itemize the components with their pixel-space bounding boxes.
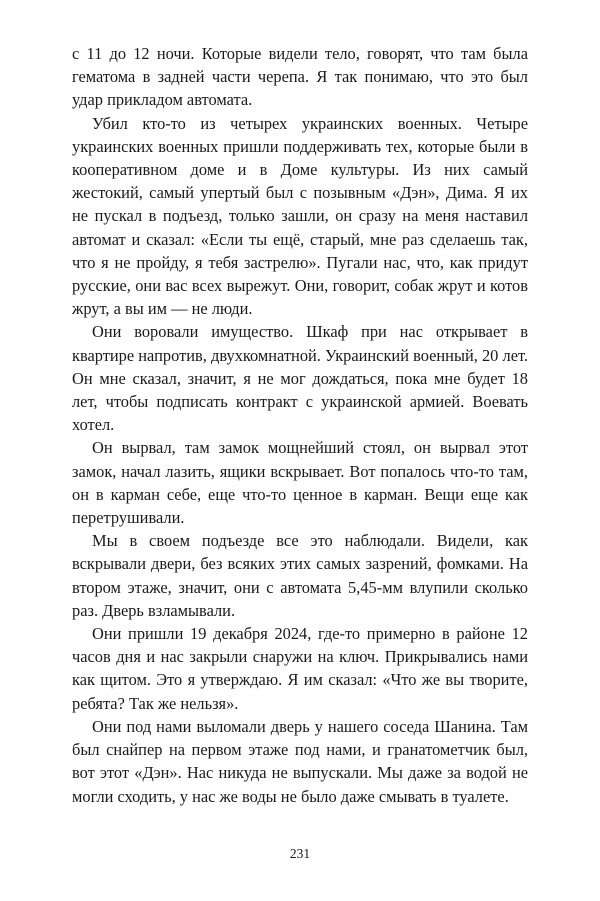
paragraph-2: Убил кто-то из четырех украинских военных. Четыре украинских военных пришли поддерживать тех, которые были в кооперативном доме и в Доме культуры. Из них самый жестокий, самый упертый был с позывным «Дэн», Дима. Я их не пускал в подъезд, только зашли, он сразу на меня наставил автомат и сказал: «Если ты ещё, старый, мне раз сделаешь так, что я не пройду, я тебя застрелю». Пугали нас, что, как придут русские, они вас всех вырежут. Они, говорит, собак жрут и котов жрут, а вы им — не люди. bbox=[72, 113, 528, 319]
paragraph-1: с 11 до 12 ночи. Которые видели тело, говорят, что там была гематома в задней части черепа. Я так понимаю, что это был удар прикладом автомата. bbox=[72, 44, 528, 110]
book-page-body bbox=[72, 42, 528, 808]
paragraph-6: Они пришли 19 декабря 2024, где-то примерно в районе 12 часов дня и нас закрыли снаружи на ключ. Прикрывались нами как щитом. Это я утверждаю. Я им сказал: «Что же вы творите, ребята? Так же нельзя». bbox=[72, 624, 528, 713]
paragraph-5: Мы в своем подъезде все это наблюдали. Видели, как вскрывали двери, без всяких этих самых зазрений, фомками. На втором этаже, значит, они с автомата 5,45-мм влупили сколько раз. Дверь взламывали. bbox=[72, 531, 528, 620]
page-number: 231 bbox=[289, 846, 311, 861]
paragraph-3: Они воровали имущество. Шкаф при нас открывает в квартире напротив, двухкомнатной. Украинский военный, 20 лет. Он мне сказал, значит, я не мог дождаться, пока мне будет 18 лет, чтобы подписать контракт с украинской армией. Воевать хотел. bbox=[72, 322, 528, 435]
paragraph-4: Он вырвал, там замок мощнейший стоял, он вырвал этот замок, начал лазить, ящики вскрывает. Вот попалось что-то там, он в карман себе, еще что-то ценное в карман. Вещи еще как перетрушивали. bbox=[72, 438, 528, 528]
paragraph-7: Они под нами выломали дверь у нашего соседа Шанина. Там был снайпер на первом этаже под нами, и гранатометчик был, вот этот «Дэн». Нас никуда не выпускали. Мы даже за водой не могли сходить, у нас же воды не было даже смывать в туалете. bbox=[72, 716, 528, 806]
